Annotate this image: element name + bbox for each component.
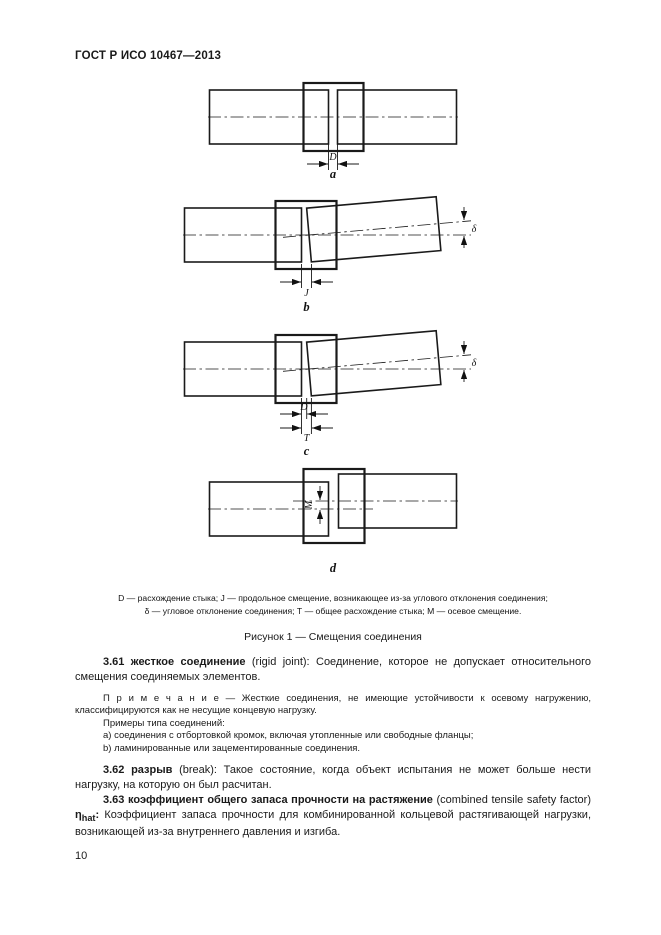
eta-colon: : <box>95 809 100 822</box>
term-3-63-symbol <box>75 809 100 824</box>
figure-key-line-1: D — расхождение стыка; J — продольное смещение, возникающее из-за углового отклонения соединения; <box>118 593 548 603</box>
example-item-b: b) ламинированные или зацементированные соединения. <box>103 742 361 754</box>
term-3-63-term: 3.63 коэффициент общего запаса прочности на растяжение <box>103 794 433 807</box>
diagram-d-label: d <box>329 561 337 575</box>
figure-key <box>75 592 591 619</box>
diagram-a-label: a <box>329 167 337 180</box>
term-3-63-definition: Коэффициент запаса прочности для комбинированной кольцевой растягивающей нагрузки, возникающей из-за внутреннего давления и изгиба. <box>75 809 591 838</box>
term-3-61-definition: (rigid joint): Соединение, которое не допускает относительного смещения соединяемых элементов. <box>75 655 591 683</box>
figure-title: Рисунок 1 — Смещения соединения <box>244 630 422 643</box>
eta-subscript: hat <box>81 813 96 824</box>
document-header: ГОСТ Р ИСО 10467—2013 <box>75 50 222 62</box>
dim-label-T: T <box>303 433 310 444</box>
dim-label-D: D <box>300 402 308 413</box>
figure-1 <box>75 76 591 643</box>
dim-label-delta: δ <box>471 224 477 235</box>
diagram-c-label: c <box>303 444 310 458</box>
dim-label-D: D <box>329 152 337 163</box>
diagram-b-label: b <box>303 300 310 314</box>
examples-intro: Примеры типа соединений: <box>103 717 225 729</box>
term-3-62 <box>75 763 591 793</box>
term-3-62-definition: (break): Такое состояние, когда объект испытания не может больше нести нагрузку, на которую он был расчитан. <box>75 764 592 792</box>
dim-label-delta: δ <box>471 358 477 369</box>
body-text <box>75 655 591 840</box>
figure-key-line-2: δ — угловое отклонение соединения; Т — общее расхождение стыка; М — осевое смещение. <box>144 606 522 617</box>
eta-symbol: η <box>75 809 82 822</box>
term-3-63 <box>75 793 591 840</box>
diagram-c <box>183 320 483 458</box>
dim-label-J: J <box>304 288 309 299</box>
term-3-63-english: (combined tensile safety factor) <box>432 794 591 807</box>
page-number: 10 <box>75 849 88 862</box>
term-3-62-term: 3.62 разрыв <box>103 764 173 777</box>
dim-label-M: M <box>304 500 315 510</box>
diagram-d <box>208 464 458 576</box>
diagram-b <box>183 186 483 314</box>
term-3-61 <box>75 655 591 685</box>
note-3-61: П р и м е ч а н и е — Жесткие соединения, не имеющие устойчивости к осевому нагружению, классифицируются как не несущие концевую нагрузку. <box>75 692 591 717</box>
example-item-a: a) соединения с отбортовкой кромок, включая утопленные или свободные фланцы; <box>103 730 474 742</box>
diagram-a <box>208 76 458 180</box>
term-3-61-term: 3.61 жесткое соединение <box>103 655 246 668</box>
